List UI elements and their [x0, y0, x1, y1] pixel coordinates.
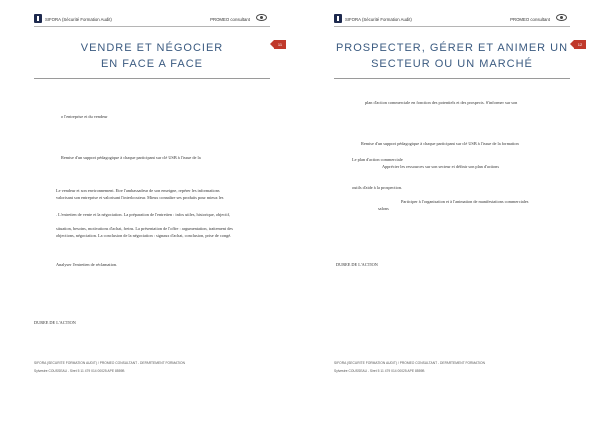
body-text: outils d'aide à la prospection.: [352, 185, 403, 190]
footer-line-2: Sylvestre COUSSEAU - Siret 5 11 479 014 00025 APE 8559B: [34, 369, 125, 373]
header-brand: PROMEO consultant: [510, 17, 550, 22]
title-divider: [334, 78, 570, 79]
body-text: valorisant son entreprise et valorisant l'interlocuteur. Mieux connaître ses produits pour mieux les: [56, 195, 224, 200]
header-divider: [334, 26, 570, 27]
page-title: [334, 40, 570, 72]
body-text: Apprécier les ressources sur son secteur et définir son plan d'actions: [382, 164, 499, 169]
body-text: Remise d'un support pédagogique à chaque participant sur clé USB à l'issue de la: [61, 155, 201, 160]
title-line-1: VENDRE ET NÉGOCIER: [80, 42, 224, 54]
body-text: Participer à l'organisation et à l'animation de manifestations commerciales: [401, 199, 529, 204]
body-text: . L'entretien de vente et la négociation. La préparation de l'entretien : infos utiles, historique, objectif,: [56, 212, 231, 217]
page-number-badge: 12: [574, 40, 586, 49]
header-divider: [34, 26, 270, 27]
body-text: Analyser l'entretien de réclamation.: [56, 262, 118, 267]
body-text: salons: [378, 206, 389, 211]
footer-line-1: SIFORA (SECURITE FORMATION AUDIT) / PROMEO CONSULTANT - DEPARTEMENT FORMATION: [34, 361, 185, 365]
body-text: Le vendeur et son environnement. Etre l'ambassadeur de son enseigne, repérer les informations: [56, 188, 220, 193]
page-header: [334, 14, 570, 26]
company-logo: [34, 14, 42, 23]
body-text: o l'entreprise et du vendeur: [61, 114, 108, 119]
body-text: Remise d'un support pédagogique à chaque participant sur clé USB à l'issue de la formation: [361, 141, 519, 146]
body-text: objections, négociation. La conclusion de la négociation : signaux d'achat, conclusion, prise de congé.: [56, 233, 232, 238]
company-logo: [334, 14, 342, 23]
eye-icon: [256, 14, 267, 21]
page-number-badge: 11: [274, 40, 286, 49]
section-heading: DUREE DE L'ACTION: [336, 262, 378, 267]
title-line-2: SECTEUR OU UN MARCHÉ: [371, 58, 533, 70]
title-divider: [34, 78, 270, 79]
page-title: [34, 40, 270, 72]
page-right: [300, 0, 600, 424]
header-company: SIFORA (Sécurité Formation Audit): [45, 17, 112, 22]
body-text: Le plan d'action commerciale: [352, 157, 403, 162]
title-line-2: EN FACE A FACE: [100, 58, 204, 70]
body-text: plan d'action commerciale en fonction des potentiels et des prospects. S'informer sur son: [365, 100, 518, 105]
footer-line-1: SIFORA (SECURITE FORMATION AUDIT) / PROMEO CONSULTANT - DEPARTEMENT FORMATION: [334, 361, 485, 365]
footer-line-2: Sylvestre COUSSEAU - Siret 5 11 479 014 00025 APE 8559B: [334, 369, 425, 373]
eye-icon: [556, 14, 567, 21]
title-line-1: PROSPECTER, GÉRER ET ANIMER UN: [335, 42, 569, 54]
header-company: SIFORA (Sécurité Formation Audit): [345, 17, 412, 22]
body-text: situation, besoins, motivations d'achat, freins. La présentation de l'offre : argumentation, traitement des: [56, 226, 233, 231]
page-header: [34, 14, 270, 26]
header-brand: PROMEO consultant: [210, 17, 250, 22]
section-heading: DUREE DE L'ACTION: [34, 320, 76, 325]
